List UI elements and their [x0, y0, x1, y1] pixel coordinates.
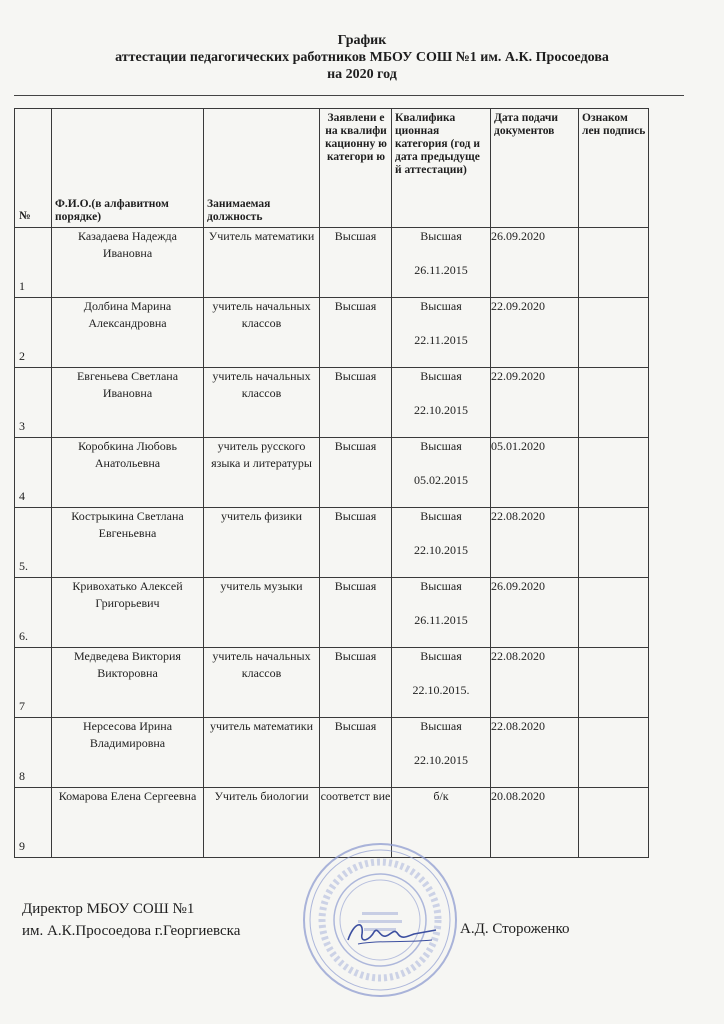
- col-header-name: Ф.И.О.(в алфавитном порядке): [52, 109, 204, 228]
- col-header-position: Занимаемая должность: [204, 109, 320, 228]
- submission-date: 22.09.2020: [491, 298, 579, 368]
- col-header-application: Заявлени е на квалифи кационну ю категори ю: [320, 109, 392, 228]
- requested-category: Высшая: [320, 298, 392, 368]
- row-number: 4: [15, 438, 52, 508]
- current-qualification: [392, 648, 491, 718]
- qualification-date: 26.11.2015: [414, 263, 468, 277]
- qualification-level: Высшая: [420, 299, 462, 313]
- employee-name: Кривохатько Алексей Григорьевич: [52, 578, 204, 648]
- document-title: [0, 32, 724, 83]
- submission-date: 05.01.2020: [491, 438, 579, 508]
- requested-category: Высшая: [320, 648, 392, 718]
- employee-position: учитель начальных классов: [204, 298, 320, 368]
- row-number: 8: [15, 718, 52, 788]
- acknowledgement-signature: [579, 718, 649, 788]
- submission-date: 20.08.2020: [491, 788, 579, 858]
- row-number: 3: [15, 368, 52, 438]
- requested-category: Высшая: [320, 718, 392, 788]
- col-header-acknowledged: Ознаком лен подпись: [579, 109, 649, 228]
- employee-position: учитель русского языка и литературы: [204, 438, 320, 508]
- current-qualification: [392, 578, 491, 648]
- qualification-date: 22.10.2015.: [412, 683, 470, 697]
- acknowledgement-signature: [579, 438, 649, 508]
- table-header-row: [15, 109, 649, 228]
- requested-category: Высшая: [320, 508, 392, 578]
- submission-date: 22.08.2020: [491, 648, 579, 718]
- employee-name: Коробкина Любовь Анатольевна: [52, 438, 204, 508]
- table-row: [15, 718, 649, 788]
- acknowledgement-signature: [579, 298, 649, 368]
- current-qualification: [392, 438, 491, 508]
- title-underline: [14, 95, 684, 96]
- submission-date: 26.09.2020: [491, 578, 579, 648]
- col-header-submission-date: Дата подачи документов: [491, 109, 579, 228]
- requested-category: Высшая: [320, 438, 392, 508]
- qualification-level: Высшая: [420, 509, 462, 523]
- current-qualification: [392, 368, 491, 438]
- qualification-level: б/к: [433, 789, 449, 803]
- director-school: им. А.К.Просоедова г.Георгиевска: [22, 923, 241, 939]
- employee-name: Комарова Елена Сергеевна: [52, 788, 204, 858]
- table-row: [15, 368, 649, 438]
- employee-name: Казадаева Надежда Ивановна: [52, 228, 204, 298]
- employee-name: Долбина Марина Александровна: [52, 298, 204, 368]
- employee-name: Евгеньева Светлана Ивановна: [52, 368, 204, 438]
- qualification-date: 22.10.2015: [414, 753, 468, 767]
- submission-date: 26.09.2020: [491, 228, 579, 298]
- qualification-level: Высшая: [420, 439, 462, 453]
- director-name: А.Д. Стороженко: [460, 921, 570, 937]
- qualification-level: Высшая: [420, 649, 462, 663]
- qualification-date: 22.10.2015: [414, 403, 468, 417]
- director-title: Директор МБОУ СОШ №1: [22, 901, 195, 917]
- row-number: 9: [15, 788, 52, 858]
- qualification-date: 05.02.2015: [414, 473, 468, 487]
- director-signature: [340, 910, 440, 955]
- table-row: [15, 228, 649, 298]
- current-qualification: [392, 298, 491, 368]
- table-row: [15, 578, 649, 648]
- employee-position: учитель начальных классов: [204, 648, 320, 718]
- employee-position: Учитель математики: [204, 228, 320, 298]
- row-number: 6.: [15, 578, 52, 648]
- title-line-3: на 2020 год: [327, 67, 397, 82]
- employee-position: учитель физики: [204, 508, 320, 578]
- acknowledgement-signature: [579, 228, 649, 298]
- employee-position: учитель начальных классов: [204, 368, 320, 438]
- qualification-date: 22.11.2015: [414, 333, 468, 347]
- requested-category: Высшая: [320, 578, 392, 648]
- requested-category: соответст вие: [320, 788, 392, 858]
- row-number: 5.: [15, 508, 52, 578]
- title-line-1: График: [337, 33, 387, 48]
- acknowledgement-signature: [579, 508, 649, 578]
- submission-date: 22.08.2020: [491, 718, 579, 788]
- attestation-table: [14, 108, 649, 858]
- row-number: 7: [15, 648, 52, 718]
- table-row: [15, 438, 649, 508]
- acknowledgement-signature: [579, 648, 649, 718]
- table-row: [15, 508, 649, 578]
- current-qualification: [392, 228, 491, 298]
- employee-position: Учитель биологии: [204, 788, 320, 858]
- qualification-level: Высшая: [420, 369, 462, 383]
- employee-name: Кострыкина Светлана Евгеньевна: [52, 508, 204, 578]
- qualification-date: 22.10.2015: [414, 543, 468, 557]
- employee-position: учитель музыки: [204, 578, 320, 648]
- requested-category: Высшая: [320, 228, 392, 298]
- submission-date: 22.08.2020: [491, 508, 579, 578]
- col-header-num: №: [15, 109, 52, 228]
- qualification-level: Высшая: [420, 229, 462, 243]
- qualification-level: Высшая: [420, 579, 462, 593]
- col-header-qualification: Квалифика ционная категория (год и дата предыдуще й аттестации): [392, 109, 491, 228]
- row-number: 2: [15, 298, 52, 368]
- director-block: [22, 898, 240, 942]
- employee-position: учитель математики: [204, 718, 320, 788]
- current-qualification: [392, 508, 491, 578]
- row-number: 1: [15, 228, 52, 298]
- qualification-level: Высшая: [420, 719, 462, 733]
- submission-date: 22.09.2020: [491, 368, 579, 438]
- acknowledgement-signature: [579, 788, 649, 858]
- qualification-date: 26.11.2015: [414, 613, 468, 627]
- current-qualification: [392, 718, 491, 788]
- acknowledgement-signature: [579, 578, 649, 648]
- employee-name: Медведева Виктория Викторовна: [52, 648, 204, 718]
- acknowledgement-signature: [579, 368, 649, 438]
- requested-category: Высшая: [320, 368, 392, 438]
- table-row: [15, 298, 649, 368]
- employee-name: Нерсесова Ирина Владимировна: [52, 718, 204, 788]
- title-line-2: аттестации педагогических работников МБОУ СОШ №1 им. А.К. Просоедова: [115, 50, 609, 65]
- table-row: [15, 648, 649, 718]
